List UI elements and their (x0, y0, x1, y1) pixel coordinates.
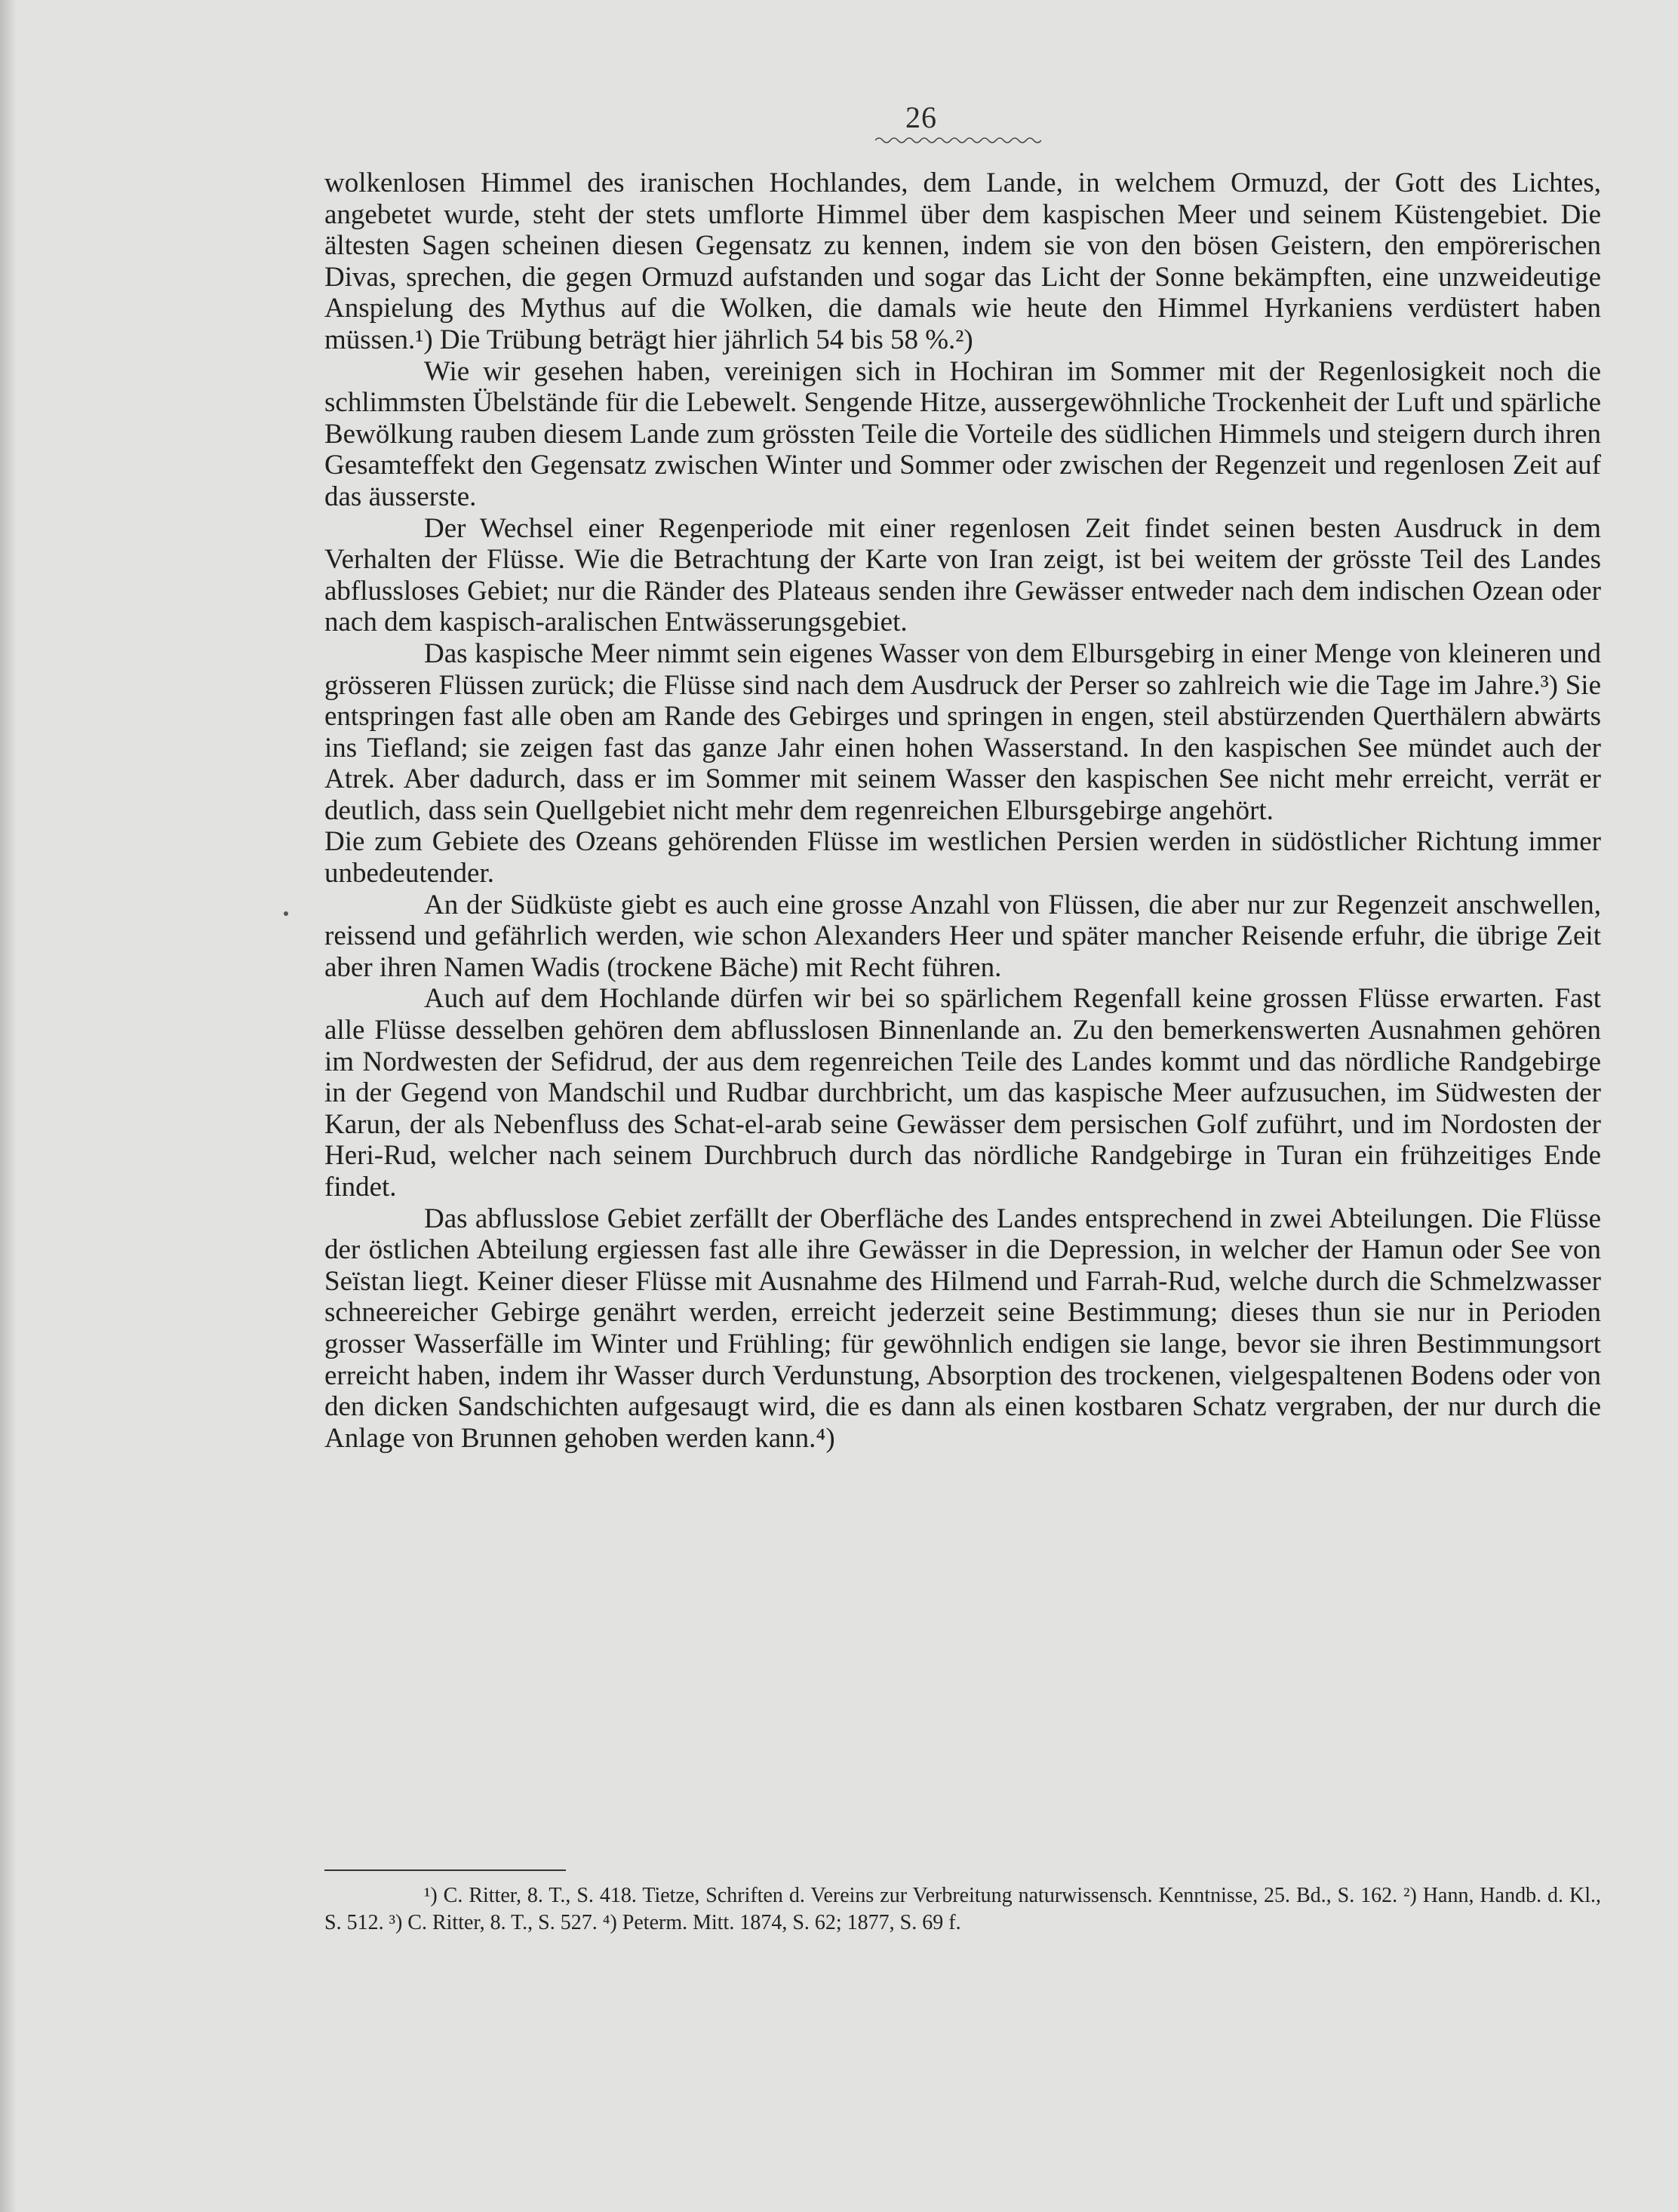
paragraph-6: An der Südküste giebt es auch eine grosse Anzahl von Flüssen, die aber nur zur Regenzeit anschwellen, reissend und gefährlich werden, wie schon Alexanders Heer und später mancher Reisende erfuhr, die übrige Zeit aber ihren Namen Wadis (trockene Bäche) mit Recht führen. (324, 889, 1601, 983)
paragraph-4: Das kaspische Meer nimmt sein eigenes Wasser von dem Elbursgebirg in einer Menge von kleineren und grösseren Flüssen zurück; die Flüsse sind nach dem Ausdruck der Perser so zahlreich wie die Tage im Jahre.³) Sie entspringen fast alle oben am Rande des Gebirges und springen in engen, steil abstürzenden Querthälern abwärts ins Tiefland; sie zeigen fast das ganze Jahr einen hohen Wasserstand. In den kaspischen See mündet auch der Atrek. Aber dadurch, dass er im Sommer mit seinem Wasser den kaspischen See nicht mehr erreicht, verrät er deutlich, dass sein Quellgebiet nicht mehr dem regenreichen Elbursgebirge angehört. (324, 637, 1601, 826)
paragraph-8: Das abflusslose Gebiet zerfällt der Oberfläche des Landes entsprechend in zwei Abteilungen. Die Flüsse der östlichen Abteilung ergiessen fast alle ihre Gewässer in die Depression, in welcher der Hamun oder See von Seïstan liegt. Keiner dieser Flüsse mit Ausnahme des Hilmend und Farrah-Rud, welche durch die Schmelzwasser schneereicher Gebirge genährt werden, erreicht jederzeit seine Bestimmung; dieses thun sie nur in Perioden grosser Wasserfälle im Winter und Frühling; für gewöhnlich endigen sie lange, bevor sie ihren Bestimmungsort erreicht haben, indem ihr Wasser durch Verdunstung, Absorption des trockenen, vielgespaltenen Bodens oder von den dicken Sandschichten aufgesaugt wird, die es dann als einen kostbaren Schatz vergraben, der nur durch die Anlage von Brunnen gehoben werden kann.⁴) (324, 1203, 1601, 1454)
paragraph-2: Wie wir gesehen haben, vereinigen sich in Hochiran im Sommer mit der Regenlosigkeit noch die schlimmsten Übelstände für die Lebewelt. Sengende Hitze, aussergewöhnliche Trockenheit der Luft und spärliche Bewölkung rauben diesem Lande zum grössten Teile die Vorteile des südlichen Himmels und steigern durch ihren Gesamteffekt den Gegensatz zwischen Winter und Sommer oder zwischen der Regenzeit und regenlosen Zeit auf das äusserste. (324, 355, 1601, 512)
footnote-divider (324, 1869, 566, 1871)
page-number: 26 (905, 100, 937, 134)
paragraph-3: Der Wechsel einer Regenperiode mit einer regenlosen Zeit findet seinen besten Ausdruck in dem Verhalten der Flüsse. Wie die Betrachtung der Karte von Iran zeigt, ist bei weitem der grösste Teil des Landes abflussloses Gebiet; nur die Ränder des Plateaus senden ihre Gewässer entweder nach dem indischen Ozean oder nach dem kaspisch-aralischen Entwässerungsgebiet. (324, 512, 1601, 638)
paragraph-5: Die zum Gebiete des Ozeans gehörenden Flüsse im westlichen Persien werden in südöstlicher Richtung immer unbedeutender. (324, 826, 1601, 889)
footnotes (324, 1882, 1601, 1937)
main-text (324, 167, 1601, 1454)
decorative-wavy-line (875, 134, 1041, 146)
binding-shadow (0, 0, 17, 2212)
paragraph-1: wolkenlosen Himmel des iranischen Hochlandes, dem Lande, in welchem Ormuzd, der Gott des Lichtes, angebetet wurde, steht der stets umflorte Himmel über dem kaspischen Meer und seinem Küstengebiet. Die ältesten Sagen scheinen diesen Gegensatz zu kennen, indem sie von den bösen Geistern, den empörerischen Divas, sprechen, die gegen Ormuzd aufstanden und sogar das Licht der Sonne bekämpften, eine unzweideutige Anspielung des Mythus auf die Wolken, die damals wie heute den Himmel Hyrkaniens verdüstert haben müssen.¹) Die Trübung beträgt hier jährlich 54 bis 58 %.²) (324, 167, 1601, 355)
paragraph-7: Auch auf dem Hochlande dürfen wir bei so spärlichem Regenfall keine grossen Flüsse erwarten. Fast alle Flüsse desselben gehören dem abflusslosen Binnenlande an. Zu den bemerkenswerten Ausnahmen gehören im Nordwesten der Sefidrud, der aus dem regenreichen Teile des Landes kommt und das nördliche Randgebirge in der Gegend von Mandschil und Rudbar durchbricht, um das kaspische Meer aufzusuchen, im Südwesten der Karun, der als Nebenfluss des Schat-el-arab seine Gewässer dem persischen Golf zuführt, und im Nordosten der Heri-Rud, welcher nach seinem Durchbruch durch das nördliche Randgebirge in Turan ein frühzeitiges Ende findet. (324, 983, 1601, 1203)
margin-speck (284, 911, 288, 916)
footnote-text: ¹) C. Ritter, 8. T., S. 418. Tietze, Schriften d. Vereins zur Verbreitung naturwissensch. Kenntnisse, 25. Bd., S. 162. ²) Hann, Handb. d. Kl., S. 512. ³) C. Ritter, 8. T., S. 527. ⁴) Peterm. Mitt. 1874, S. 62; 1877, S. 69 f. (324, 1884, 1601, 1934)
